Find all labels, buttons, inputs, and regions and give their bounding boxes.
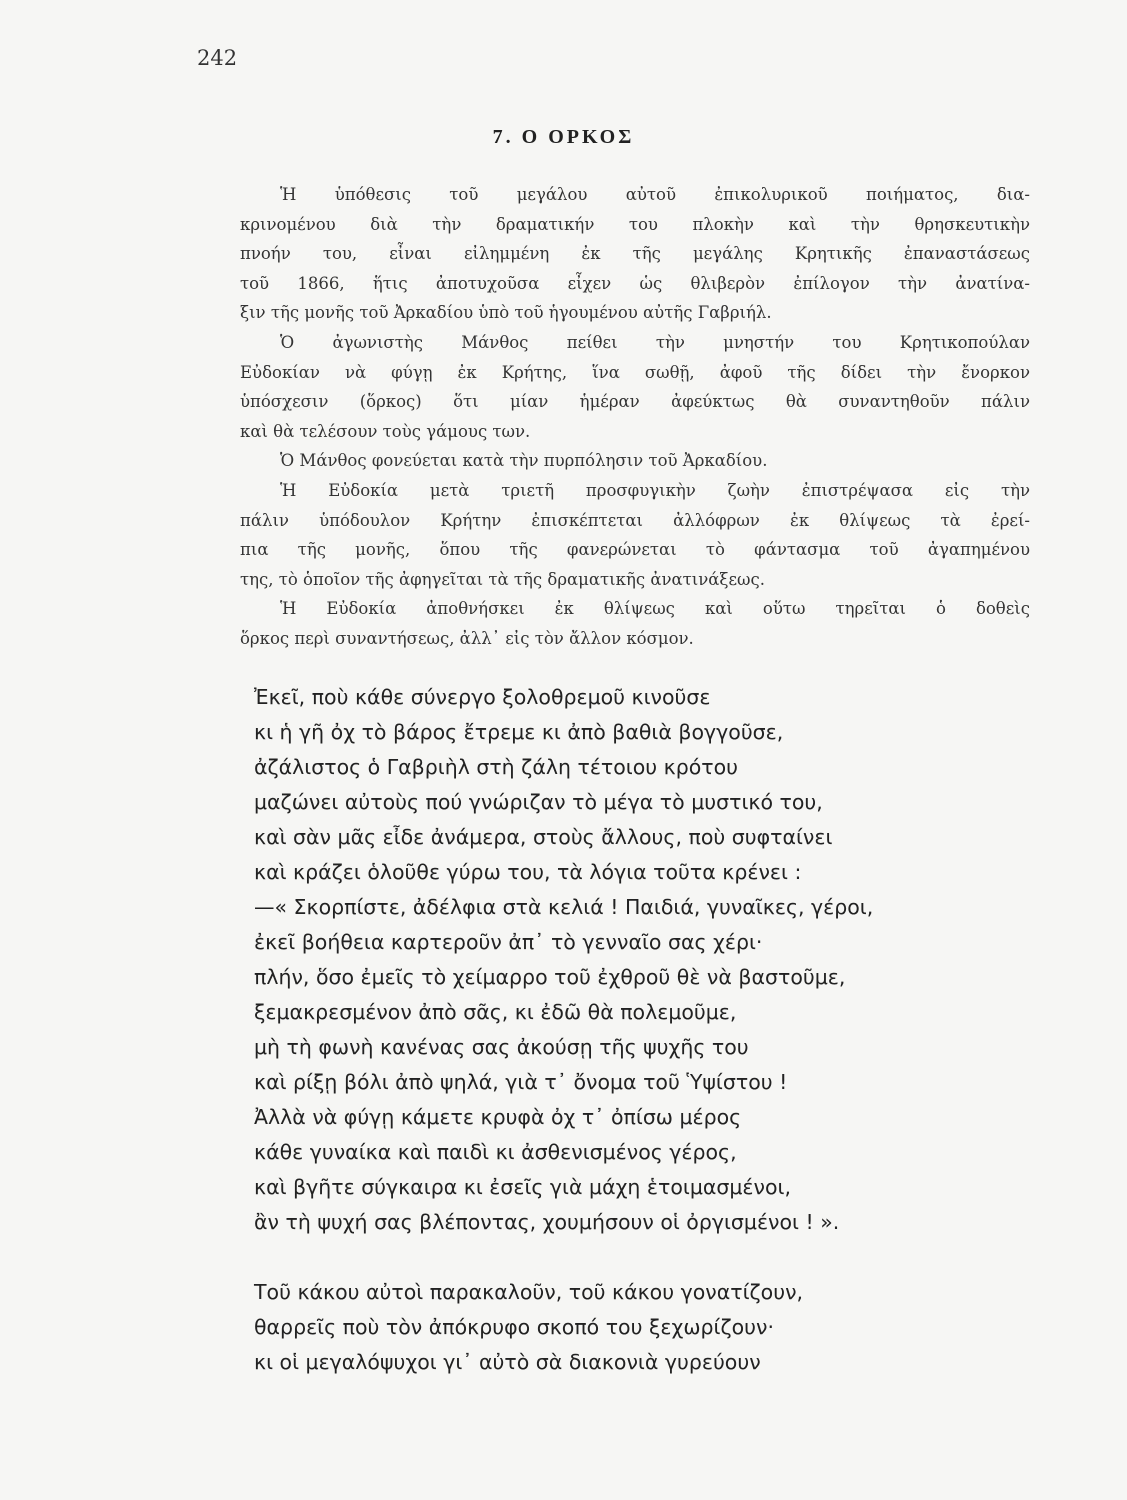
poem-line: μὴ τὴ φωνὴ κανένας σας ἀκούσῃ τῆς ψυχῆς του bbox=[254, 1035, 749, 1059]
poem-line: ἐκεῖ βοήθεια καρτεροῦν ἀπ᾽ τὸ γενναῖο σας χέρι· bbox=[254, 930, 763, 954]
intro-line: τοῦ 1866, ἥτις ἀποτυχοῦσα εἶχεν ὡς θλιβερὸν ἐπίλογον τὴν ἀνατίνα- bbox=[240, 273, 1030, 293]
poem-line: καὶ κράζει ὁλοῦθε γύρω του, τὰ λόγια τοῦτα κρένει : bbox=[254, 860, 802, 884]
poem-line: κι ἡ γῆ ὀχ τὸ βάρος ἔτρεμε κι ἀπὸ βαθιὰ βογγοῦσε, bbox=[254, 720, 784, 744]
poem-line: Ἀλλὰ νὰ φύγῃ κάμετε κρυφὰ ὀχ τ᾽ ὀπίσω μέρος bbox=[254, 1105, 742, 1129]
intro-line: κρινομένου διὰ τὴν δραματικήν του πλοκὴν καὶ τὴν θρησκευτικὴν bbox=[240, 214, 1030, 234]
intro-line: πάλιν ὑπόδουλον Κρήτην ἐπισκέπτεται ἀλλόφρων ἐκ θλίψεως τὰ ἐρεί- bbox=[240, 510, 1030, 530]
intro-line: Ὁ ἀγωνιστὴς Μάνθος πείθει τὴν μνηστήν του Κρητικοπούλαν bbox=[280, 332, 1030, 352]
poem-line: θαρρεῖς ποὺ τὸν ἀπόκρυφο σκοπό του ξεχωρίζουν· bbox=[254, 1315, 774, 1339]
intro-line: ὅρκος περὶ συναντήσεως, ἀλλ᾽ εἰς τὸν ἄλλον κόσμον. bbox=[240, 628, 694, 648]
intro-line: πια τῆς μονῆς, ὅπου τῆς φανερώνεται τὸ φάντασμα τοῦ ἀγαπημένου bbox=[240, 540, 1030, 560]
intro-summary bbox=[240, 180, 1030, 654]
poem-line: καὶ σὰν μᾶς εἶδε ἀνάμερα, στοὺς ἄλλους, ποὺ συφταίνει bbox=[254, 825, 833, 849]
poem-line: μαζώνει αὐτοὺς πού γνώριζαν τὸ μέγα τὸ μυστικό του, bbox=[254, 790, 823, 814]
intro-line: Ὁ Μάνθος φονεύεται κατὰ τὴν πυρπόλησιν τοῦ Ἀρκαδίου. bbox=[280, 451, 768, 471]
page-title: 7. Ο ΟΡΚΟΣ bbox=[492, 126, 635, 148]
poem-line: Ἐκεῖ, ποὺ κάθε σύνεργο ξολοθρεμοῦ κινοῦσε bbox=[254, 685, 711, 709]
intro-line: Ἡ Εὐδοκία ἀποθνήσκει ἐκ θλίψεως καὶ οὕτω τηρεῖται ὁ δοθεὶς bbox=[280, 599, 1030, 619]
poem-line: ξεμακρεσμένον ἀπὸ σᾶς, κι ἐδῶ θὰ πολεμοῦμε, bbox=[254, 1000, 737, 1024]
intro-line: καὶ θὰ τελέσουν τοὺς γάμους των. bbox=[240, 421, 531, 441]
poem-line: καὶ βγῆτε σύγκαιρα κι ἐσεῖς γιὰ μάχη ἑτοιμασμένοι, bbox=[254, 1175, 791, 1199]
poem-line: κι οἱ μεγαλόψυχοι γι᾽ αὐτὸ σὰ διακονιὰ γυρεύουν bbox=[254, 1350, 761, 1374]
poem-line: κάθε γυναίκα καὶ παιδὶ κι ἀσθενισμένος γέρος, bbox=[254, 1140, 737, 1164]
poem-line: —« Σκορπίστε, ἀδέλφια στὰ κελιά ! Παιδιά, γυναῖκες, γέροι, bbox=[254, 895, 874, 919]
page-number: 242 bbox=[197, 46, 238, 70]
intro-line: ὑπόσχεσιν (ὅρκος) ὅτι μίαν ἡμέραν ἀφεύκτως θὰ συναντηθοῦν πάλιν bbox=[240, 392, 1030, 412]
poem-line: καὶ ρίξῃ βόλι ἀπὸ ψηλά, γιὰ τ᾽ ὄνομα τοῦ Ὑψίστου ! bbox=[254, 1070, 788, 1094]
poem-stanza-2 bbox=[254, 1275, 1014, 1380]
poem-line: πλήν, ὅσο ἐμεῖς τὸ χείμαρρο τοῦ ἐχθροῦ θὲ νὰ βαστοῦμε, bbox=[254, 965, 846, 989]
poem-line: ἀζάλιστος ὁ Γαβριὴλ στὴ ζάλη τέτοιου κρότου bbox=[254, 755, 739, 779]
intro-line: της, τὸ ὁποῖον τῆς ἀφηγεῖται τὰ τῆς δραματικῆς ἀνατινάξεως. bbox=[240, 569, 765, 589]
intro-line: Ἡ ὑπόθεσις τοῦ μεγάλου αὐτοῦ ἐπικολυρικοῦ ποιήματος, δια- bbox=[280, 185, 1030, 204]
intro-line: πνοήν του, εἶναι εἰλημμένη ἐκ τῆς μεγάλης Κρητικῆς ἐπαναστάσεως bbox=[240, 244, 1030, 264]
poem-line: ἂν τὴ ψυχή σας βλέποντας, χουμήσουν οἱ ὀργισμένοι ! ». bbox=[254, 1210, 840, 1234]
intro-line: Ἡ Εὐδοκία μετὰ τριετῆ προσφυγικὴν ζωὴν ἐπιστρέψασα εἰς τὴν bbox=[280, 480, 1030, 500]
poem-line: Τοῦ κάκου αὐτοὶ παρακαλοῦν, τοῦ κάκου γονατίζουν, bbox=[254, 1280, 804, 1304]
intro-line: ξιν τῆς μονῆς τοῦ Ἀρκαδίου ὑπὸ τοῦ ἡγουμένου αὐτῆς Γαβριήλ. bbox=[240, 303, 772, 323]
poem-stanza-1 bbox=[254, 680, 1014, 1240]
intro-line: Εὐδοκίαν νὰ φύγῃ ἐκ Κρήτης, ἵνα σωθῇ, ἀφοῦ τῆς δίδει τὴν ἔνορκον bbox=[240, 362, 1030, 382]
